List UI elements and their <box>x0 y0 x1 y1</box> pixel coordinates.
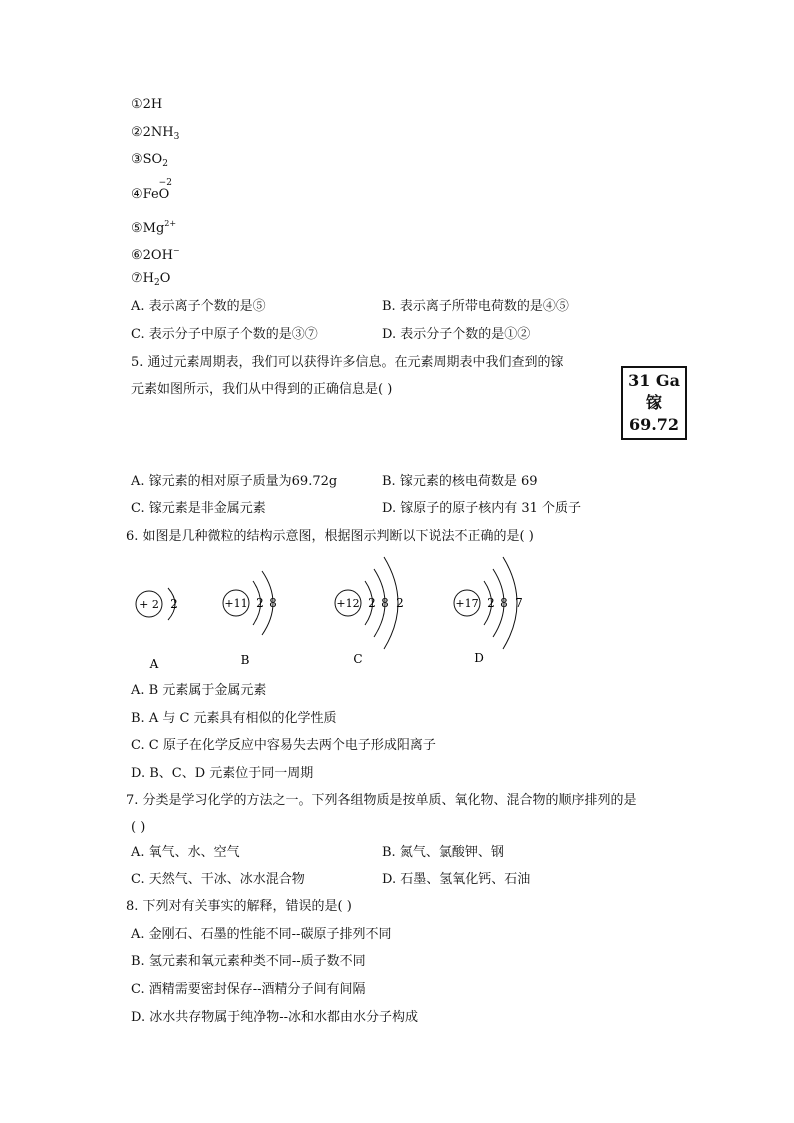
q4-option-b: B. 表示离子所带电荷数的是④⑤ <box>382 299 569 314</box>
shell-electron-count: 2 <box>487 596 495 610</box>
shell-electron-count: 2 <box>368 596 376 610</box>
diagram-label: B <box>240 653 250 667</box>
nucleus-charge: + 2 <box>139 598 159 611</box>
q7-option-a: A. 氧气、水、空气 <box>131 845 240 860</box>
nucleus-charge: +11 <box>224 597 248 610</box>
shell-electron-count: 2 <box>256 596 264 610</box>
q6-stem: 6. 如图是几种微粒的结构示意图，根据图示判断以下说法不正确的是( ) <box>126 529 534 544</box>
element-number-symbol: 31 Ga <box>628 371 680 390</box>
q8-option-c: C. 酒精需要密封保存--酒精分子间有间隔 <box>131 982 366 997</box>
atom-diagram-d <box>454 557 523 665</box>
q7-option-d: D. 石墨、氢氧化钙、石油 <box>382 872 531 887</box>
diagram-label: D <box>474 651 484 665</box>
q4-item-1: ①2H <box>131 97 163 112</box>
q8-option-b: B. 氢元素和氧元素种类不同--质子数不同 <box>131 954 366 969</box>
nucleus-charge: +17 <box>455 597 479 610</box>
q5-stem-line2: 元素如图所示，我们从中得到的正确信息是( ) <box>131 382 393 397</box>
q7-stem: 7. 分类是学习化学的方法之一。下列各组物质是按单质、氧化物、混合物的顺序排列的是 <box>126 793 637 808</box>
q4-item-3: $③SO_2$ <box>131 152 168 169</box>
q4-item-5: $⑤Mg^{2+}$ <box>131 219 177 236</box>
gallium-element-card <box>621 366 687 440</box>
q7-option-b: B. 氮气、氯酸钾、钢 <box>382 845 504 860</box>
q4-option-c: C. 表示分子中原子个数的是③⑦ <box>131 327 318 342</box>
q4-option-a: A. 表示离子个数的是⑤ <box>131 299 266 314</box>
atom-diagram-b <box>223 571 277 667</box>
q6-option-a: A. B 元素属于金属元素 <box>131 683 267 698</box>
q8-option-d: D. 冰水共存物属于纯净物--冰和水都由水分子构成 <box>131 1010 419 1025</box>
diagram-label: C <box>353 652 363 666</box>
q6-option-b: B. A 与 C 元素具有相似的化学性质 <box>131 711 337 726</box>
q6-option-d: D. B、C、D 元素位于同一周期 <box>131 766 314 781</box>
element-atomic-mass: 69.72 <box>628 415 680 434</box>
q5-option-a: A. 镓元素的相对原子质量为69.72g <box>131 474 338 489</box>
q5-stem-line1: 5. 通过元素周期表，我们可以获得许多信息。在元素周期表中我们查到的镓 <box>131 355 564 370</box>
atom-diagram-c <box>335 557 404 666</box>
shell-electron-count: 8 <box>500 596 508 610</box>
shell-electron-count: 2 <box>396 596 404 610</box>
q5-option-d: D. 镓原子的原子核内有 31 个质子 <box>382 501 582 516</box>
q6-option-c: C. C 原子在化学反应中容易失去两个电子形成阳离子 <box>131 738 436 753</box>
q7-stem-line2: ( ) <box>131 820 146 835</box>
shell-electron-count: 8 <box>381 596 389 610</box>
q4-item-2: $②2NH_3$ <box>131 125 180 142</box>
q8-stem: 8. 下列对有关事实的解释，错误的是( ) <box>126 899 352 914</box>
q7-option-c: C. 天然气、干冰、冰水混合物 <box>131 872 305 887</box>
element-name: 镓 <box>645 393 662 412</box>
q8-option-a: A. 金刚石、石墨的性能不同--碳原子排列不同 <box>131 927 392 942</box>
q5-option-b: B. 镓元素的核电荷数是 69 <box>382 474 538 489</box>
atom-diagram-a <box>136 588 178 671</box>
atomic-structure-diagrams <box>0 555 794 675</box>
q4-item-6: ⑥2OH− <box>131 246 180 263</box>
nucleus-charge: +12 <box>336 597 360 610</box>
shell-electron-count: 7 <box>515 596 523 610</box>
q4-option-d: D. 表示分子个数的是①② <box>382 327 531 342</box>
q4-item-4: ④Fe −2 O <box>131 178 172 202</box>
diagram-label: A <box>149 657 159 671</box>
q5-option-c: C. 镓元素是非金属元素 <box>131 501 266 516</box>
shell-electron-count: 2 <box>170 597 178 611</box>
q4-item-7: $⑦H_2O$ <box>131 271 171 288</box>
shell-electron-count: 8 <box>269 596 277 610</box>
